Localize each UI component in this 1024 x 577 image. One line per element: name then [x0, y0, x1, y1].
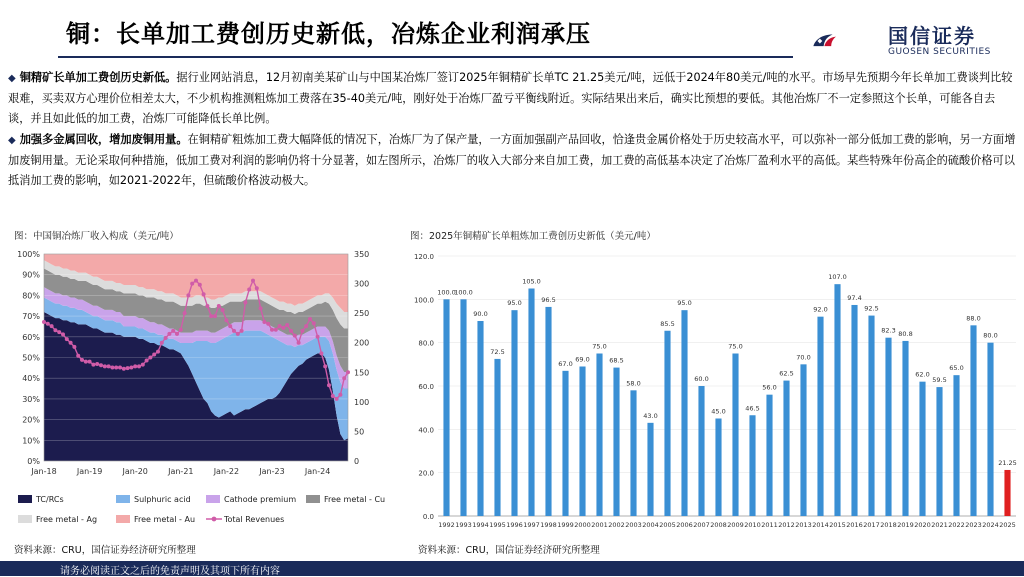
total-revenue-point	[61, 332, 65, 336]
x-tick: 2021	[931, 521, 948, 529]
legend-swatch	[18, 495, 32, 503]
legend-label: Free metal - Ag	[36, 515, 98, 524]
total-revenue-point	[316, 335, 320, 339]
bar-2003	[630, 390, 636, 516]
bar-2016	[851, 305, 857, 516]
data-label: 100.0	[437, 288, 456, 297]
x-tick: 2012	[778, 521, 795, 529]
total-revenue-point	[167, 332, 171, 336]
total-revenue-point	[209, 314, 213, 318]
total-revenue-point	[297, 341, 301, 345]
x-tick: Jan-19	[76, 467, 103, 476]
x-tick: 2006	[676, 521, 693, 529]
y-tick: 120.0	[413, 253, 434, 261]
total-revenue-point	[247, 287, 251, 291]
total-revenue-point	[76, 354, 80, 358]
bar-2025	[1004, 470, 1010, 516]
legend-swatch	[306, 495, 320, 503]
y-right-tick: 300	[354, 279, 370, 289]
total-revenue-point	[240, 329, 244, 333]
bar-2015	[834, 284, 840, 516]
y-left-tick: 80%	[22, 291, 40, 301]
page-title: 铜：长单加工费创历史新低，冶炼企业利润承压	[66, 20, 591, 48]
total-revenue-point	[285, 323, 289, 327]
bar-2009	[732, 354, 738, 517]
x-tick: 2010	[744, 521, 761, 529]
data-label: 21.25	[998, 458, 1017, 467]
bar-2022	[953, 375, 959, 516]
x-tick: 1998	[540, 521, 557, 529]
y-right-tick: 150	[354, 368, 370, 378]
y-tick: 60.0	[418, 383, 434, 391]
x-tick: 2003	[625, 521, 642, 529]
x-tick: Jan-22	[213, 467, 240, 476]
data-label: 75.0	[728, 342, 743, 351]
legend-label: Sulphuric acid	[134, 495, 191, 504]
total-revenue-point	[270, 328, 274, 332]
data-label: 95.0	[507, 299, 522, 308]
x-tick: 2011	[761, 521, 778, 529]
x-tick: 2005	[659, 521, 676, 529]
data-label: 45.0	[711, 407, 726, 416]
left-figure-source: 资料来源：CRU，国信证券经济研究所整理	[14, 545, 196, 556]
bar-2007	[698, 386, 704, 516]
data-label: 72.5	[490, 347, 505, 356]
bar-2012	[783, 381, 789, 516]
x-tick: 2019	[897, 521, 914, 529]
data-label: 82.3	[881, 326, 896, 335]
total-revenue-point	[88, 360, 92, 364]
legend-swatch	[206, 495, 220, 503]
diamond-bullet-icon: ◆	[8, 73, 16, 84]
total-revenue-point	[202, 292, 206, 296]
x-tick: 2013	[795, 521, 812, 529]
bar-1993	[460, 299, 466, 516]
total-revenue-point	[95, 362, 99, 366]
bar-2024	[987, 343, 993, 516]
y-right-tick: 50	[354, 427, 365, 437]
data-label: 105.0	[522, 277, 541, 286]
total-revenue-point	[274, 328, 278, 332]
total-revenue-point	[107, 364, 111, 368]
total-revenue-point	[148, 356, 152, 360]
data-label: 68.5	[609, 356, 624, 365]
bar-2000	[579, 367, 585, 517]
x-tick: 2004	[642, 521, 659, 529]
x-tick: 2018	[880, 521, 897, 529]
x-tick: 2016	[846, 521, 863, 529]
x-tick: 2020	[914, 521, 931, 529]
bar-1992	[443, 299, 449, 516]
total-revenue-point	[133, 364, 137, 368]
x-tick: Jan-24	[304, 467, 331, 476]
bar-2021	[936, 387, 942, 516]
bar-2017	[868, 316, 874, 516]
data-label: 67.0	[558, 359, 573, 368]
total-revenue-point	[72, 345, 76, 349]
total-revenue-point	[103, 364, 107, 368]
x-tick: 2009	[727, 521, 744, 529]
y-left-tick: 60%	[22, 332, 40, 342]
total-revenue-point	[289, 329, 293, 333]
diamond-bullet-icon: ◆	[8, 135, 16, 146]
bar-2010	[749, 415, 755, 516]
paragraph-2	[8, 130, 1016, 191]
y-left-tick: 100%	[17, 250, 40, 259]
data-label: 75.0	[592, 342, 607, 351]
legend-swatch	[18, 515, 32, 523]
y-left-tick: 30%	[22, 394, 40, 404]
y-tick: 20.0	[418, 469, 434, 478]
paragraph-1-text: 据行业网站消息，12月初南美某矿山与中国某冶炼厂签订2025年铜精矿长单TC 21.25美元/吨，远低于2024年80美元/吨的水平。市场早先预期今年长单加工费谈判比较艰难，买卖双方心理价位相差太大，不少机构推测粗炼加工费落在35-40美元/吨，刚好处于冶炼厂盈亏平衡线附近。实际结果出来后，确实比预想的要低。其他冶炼厂不一定参照这个长单，可能各自去谈，并且如此低的加工费，冶炼厂可能降低长单比例。	[8, 71, 1013, 125]
total-revenue-point	[145, 358, 149, 362]
x-tick: 2025	[999, 521, 1016, 529]
x-tick: Jan-23	[259, 467, 285, 476]
total-revenue-point	[232, 329, 236, 333]
x-tick: 2024	[982, 521, 999, 529]
x-tick: 2007	[693, 521, 710, 529]
data-label: 65.0	[949, 364, 964, 373]
right-figure-source: 资料来源：CRU，国信证券经济研究所整理	[418, 545, 600, 556]
total-revenue-point	[80, 358, 84, 362]
total-revenue-point	[118, 366, 122, 370]
total-revenue-point	[190, 282, 194, 286]
total-revenue-point	[221, 308, 225, 312]
total-revenue-point	[65, 337, 69, 341]
data-label: 90.0	[473, 310, 488, 318]
total-revenue-point	[42, 320, 46, 324]
total-revenue-point	[243, 300, 247, 304]
y-left-tick: 70%	[22, 312, 40, 322]
total-revenue-point	[126, 366, 130, 370]
y-tick: 40.0	[418, 426, 434, 435]
x-tick: 2015	[829, 521, 846, 529]
total-revenue-point	[335, 397, 339, 401]
total-revenue-point	[300, 329, 304, 333]
data-label: 96.5	[541, 295, 556, 304]
footer-disclaimer: 请务必阅读正文之后的免责声明及其项下所有内容	[60, 566, 280, 577]
data-label: 80.0	[983, 331, 998, 340]
total-revenue-point	[278, 324, 282, 328]
total-revenue-point	[255, 286, 259, 290]
x-tick: 2022	[948, 521, 965, 529]
x-tick: 2002	[608, 521, 625, 529]
y-left-tick: 40%	[22, 374, 40, 384]
logo-text-cn: 国信证券	[888, 24, 976, 48]
total-revenue-point	[342, 376, 346, 380]
total-revenue-point	[194, 279, 198, 283]
bar-1997	[528, 289, 534, 517]
total-revenue-point	[152, 353, 156, 357]
bar-2002	[613, 368, 619, 516]
bar-2014	[817, 317, 823, 516]
x-tick: 1993	[455, 521, 472, 529]
y-tick: 80.0	[418, 339, 434, 348]
x-tick: 2023	[965, 521, 982, 529]
total-revenue-point	[57, 330, 61, 334]
bar-2005	[664, 331, 670, 516]
bar-1994	[477, 321, 483, 516]
x-tick: 2008	[710, 521, 727, 529]
paragraph-2-heading: 加强多金属回收，增加废铜用量。	[19, 133, 188, 146]
data-label: 70.0	[796, 353, 811, 362]
title-underline	[58, 56, 793, 58]
paragraph-1-heading: 铜精矿长单加工费创历史新低。	[19, 71, 177, 84]
total-revenue-point	[312, 321, 316, 325]
data-label: 62.5	[779, 369, 794, 378]
y-right-tick: 350	[354, 250, 370, 259]
total-revenue-point	[262, 320, 266, 324]
data-label: 46.5	[745, 404, 760, 413]
x-tick: 2017	[863, 521, 880, 529]
data-label: 85.5	[660, 319, 675, 328]
x-tick: 2000	[574, 521, 591, 529]
x-tick: Jan-18	[31, 467, 57, 476]
total-revenue-point	[205, 304, 209, 308]
total-revenue-point	[175, 332, 179, 336]
legend-label: Cathode premium	[224, 495, 297, 504]
total-revenue-point	[228, 324, 232, 328]
total-revenue-point	[224, 318, 228, 322]
data-label: 92.5	[864, 304, 879, 313]
legend-label: Free metal - Au	[134, 515, 196, 524]
total-revenue-point	[259, 306, 263, 310]
bar-2013	[800, 364, 806, 516]
data-label: 95.0	[677, 299, 692, 308]
paragraph-1	[8, 68, 1016, 129]
bar-2006	[681, 310, 687, 516]
y-left-tick: 20%	[22, 415, 40, 425]
total-revenue-point	[323, 364, 327, 368]
data-label: 60.0	[694, 375, 709, 383]
bar-2001	[596, 354, 602, 517]
total-revenue-point	[69, 341, 73, 345]
legend-swatch	[116, 495, 130, 503]
data-label: 59.5	[932, 376, 947, 385]
x-tick: Jan-21	[168, 467, 194, 476]
right-figure-title: 图：2025年铜精矿长单粗炼加工费创历史新低（美元/吨）	[410, 231, 656, 242]
total-revenue-point	[137, 364, 141, 368]
data-label: 62.0	[915, 370, 930, 379]
legend-swatch	[116, 515, 130, 523]
total-revenue-point	[213, 314, 217, 318]
total-revenue-point	[266, 322, 270, 326]
y-right-tick: 0	[354, 457, 360, 466]
bar-2020	[919, 382, 925, 516]
total-revenue-point	[346, 370, 350, 374]
total-revenue-point	[217, 304, 221, 308]
x-tick: 2001	[591, 521, 608, 529]
legend-label: TC/RCs	[36, 495, 64, 504]
revenue-composition-chart	[8, 246, 400, 536]
total-revenue-point	[319, 351, 323, 355]
total-revenue-point	[186, 293, 190, 297]
total-revenue-point	[156, 350, 160, 354]
legend-swatch	[212, 517, 217, 522]
total-revenue-point	[236, 332, 240, 336]
total-revenue-point	[338, 393, 342, 397]
total-revenue-point	[53, 328, 57, 332]
y-tick: 100.0	[413, 296, 434, 305]
bar-2011	[766, 395, 772, 516]
legend-label: Free metal - Cu	[324, 495, 386, 504]
y-left-tick: 0%	[27, 457, 40, 466]
total-revenue-point	[304, 324, 308, 328]
total-revenue-point	[84, 360, 88, 364]
bar-1996	[511, 310, 517, 516]
total-revenue-point	[129, 366, 133, 370]
y-left-tick: 90%	[22, 270, 40, 280]
x-tick: 2014	[812, 521, 829, 529]
bar-2018	[885, 338, 891, 516]
total-revenue-point	[50, 324, 54, 328]
bar-2023	[970, 325, 976, 516]
bar-1998	[545, 307, 551, 516]
total-revenue-point	[198, 283, 202, 287]
total-revenue-point	[293, 334, 297, 338]
total-revenue-point	[160, 341, 164, 345]
data-label: 56.0	[762, 383, 777, 392]
total-revenue-point	[114, 366, 118, 370]
total-revenue-point	[308, 317, 312, 321]
total-revenue-point	[327, 383, 331, 387]
data-label: 69.0	[575, 355, 590, 364]
y-tick: 0.0	[422, 513, 434, 521]
y-right-tick: 200	[354, 338, 370, 348]
total-revenue-point	[91, 363, 95, 367]
total-revenue-point	[251, 279, 255, 283]
data-label: 88.0	[966, 314, 981, 323]
x-tick: 1999	[557, 521, 574, 529]
data-label: 58.0	[626, 379, 641, 388]
bar-2019	[902, 341, 908, 516]
total-revenue-point	[281, 326, 285, 330]
total-revenue-point	[46, 322, 50, 326]
total-revenue-point	[99, 363, 103, 367]
data-label: 80.8	[898, 329, 913, 338]
y-right-tick: 250	[354, 309, 370, 319]
total-revenue-point	[122, 367, 126, 371]
left-figure-title: 图：中国铜冶炼厂收入构成（美元/吨）	[14, 231, 179, 242]
x-tick: 1997	[523, 521, 540, 529]
x-tick: Jan-20	[122, 467, 148, 476]
paragraph-2-text: 在铜精矿粗炼加工费大幅降低的情况下，冶炼厂为了保产量，一方面加强副产品回收，恰逢贵金属价格处于历史较高水平，可以弥补一部分低加工费的影响，另一方面增加废铜用量。无论采取何种措施，低加工费对利润的影响仍将十分显著，如左图所示，冶炼厂的收入大部分来自加工费，加工费的高低基本决定了冶炼厂盈利水平的高低。某些特殊年份高企的硫酸价格可以抵消加工费的影响，如2021-2022年，但硫酸价格波动极大。	[8, 133, 1016, 187]
y-right-tick: 100	[354, 397, 370, 407]
total-revenue-point	[331, 394, 335, 398]
bar-2004	[647, 423, 653, 516]
tc-history-chart	[408, 246, 1020, 538]
data-label: 92.0	[813, 305, 828, 314]
legend-label: Total Revenues	[224, 515, 285, 524]
x-tick: 1995	[489, 521, 506, 529]
x-tick: 1992	[438, 521, 455, 529]
bar-1999	[562, 371, 568, 516]
y-left-tick: 10%	[22, 436, 40, 446]
x-tick: 1996	[506, 521, 523, 529]
logo-text-en: GUOSEN SECURITIES	[888, 47, 991, 57]
total-revenue-point	[141, 363, 145, 367]
total-revenue-point	[183, 311, 187, 315]
guosen-logo-icon	[812, 18, 884, 62]
total-revenue-point	[171, 329, 175, 333]
data-label: 107.0	[828, 273, 847, 282]
bar-2008	[715, 419, 721, 517]
total-revenue-point	[179, 328, 183, 332]
total-revenue-point	[164, 336, 168, 340]
bar-1995	[494, 359, 500, 516]
data-label: 100.0	[454, 288, 473, 297]
total-revenue-point	[110, 366, 114, 370]
data-label: 43.0	[643, 411, 658, 420]
y-left-tick: 50%	[22, 353, 40, 363]
data-label: 97.4	[847, 293, 862, 302]
x-tick: 1994	[472, 521, 489, 529]
